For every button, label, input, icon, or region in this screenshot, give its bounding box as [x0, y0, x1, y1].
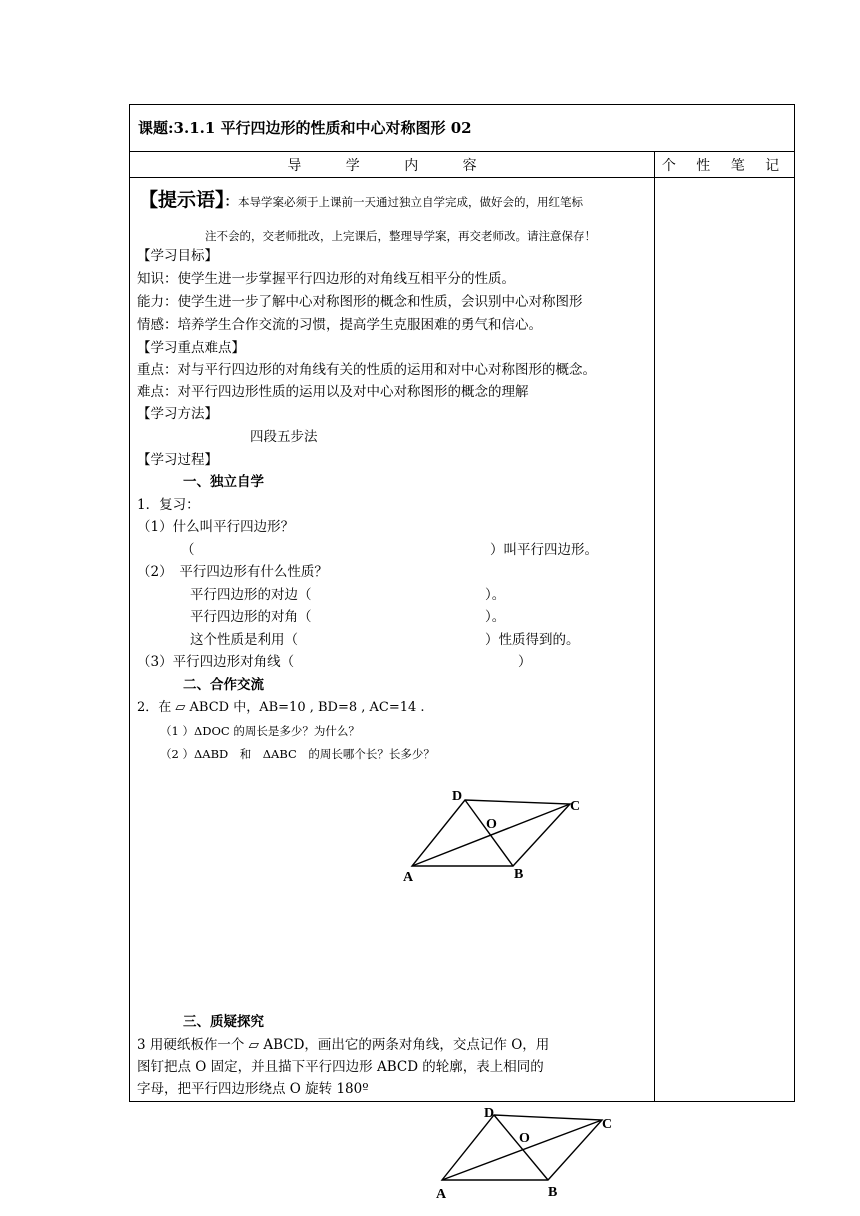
q2c-right: ）性质得到的。 [485, 632, 580, 648]
label-d: D [452, 789, 463, 804]
tip-colon: ： [224, 194, 239, 210]
label-a: A [403, 870, 414, 884]
label-c: C [570, 799, 581, 814]
question-2: （2） 平行四边形有什么性质？ [137, 564, 328, 580]
q2c-left: 这个性质是利用（ [190, 632, 298, 648]
tip-line1 [139, 191, 583, 211]
part1-heading: 一、独立自学 [183, 474, 264, 490]
label-o: O [486, 817, 497, 832]
q3-left: （3）平行四边形对角线（ [137, 654, 295, 670]
method-heading: 【学习方法】 [137, 406, 218, 422]
exercise-2: 2．在 ▱ ABCD 中，AB=10 , BD=8 , AC=14 . [137, 700, 425, 715]
label-c: C [602, 1117, 613, 1132]
tip-text-1: 本导学案必须于上课前一天通过独立自学完成，做好会的，用红笔标 [238, 195, 584, 209]
label-d: D [484, 1106, 495, 1121]
label-b: B [514, 867, 524, 882]
q1-close: ）叫平行四边形。 [490, 542, 598, 558]
goals-heading: 【学习目标】 [137, 248, 218, 264]
label-a: A [436, 1187, 447, 1202]
q2b-right: ）。 [485, 609, 506, 625]
part2-heading: 二、合作交流 [183, 677, 264, 693]
question-1: （1）什么叫平行四边形？ [137, 519, 295, 535]
exercise-3-line3: 字母，把平行四边形绕点 O 旋转 180º [137, 1081, 369, 1097]
goal-emotion: 情感：培养学生合作交流的习惯，提高学生克服困难的勇气和信心。 [137, 317, 542, 333]
q3-right: ） [518, 654, 532, 670]
q1-open: （ [181, 542, 195, 558]
parallelogram-figure-1 [400, 784, 590, 884]
content-column-header: 导 学 内 容 [287, 158, 497, 174]
keypoints-heading: 【学习重点难点】 [137, 340, 245, 356]
method-content: 四段五步法 [250, 429, 318, 445]
exercise-2-2: （2 ）ΔABD 和 ΔABC 的周长哪个长？长多少？ [160, 747, 435, 761]
exercise-3-line1: 3 用硬纸板作一个 ▱ ABCD，画出它的两条对角线，交点记作 O，用 [137, 1037, 550, 1053]
tip-label: 【提示语】 [139, 189, 225, 211]
goal-ability: 能力：使学生进一步了解中心对称图形的概念和性质，会识别中心对称图形 [137, 294, 583, 310]
q2b-left: 平行四边形的对角（ [190, 609, 312, 625]
process-heading: 【学习过程】 [137, 452, 218, 468]
exercise-3-line2: 图钉把点 O 固定，并且描下平行四边形 ABCD 的轮廓，表上相同的 [137, 1059, 544, 1075]
goal-knowledge: 知识：使学生进一步掌握平行四边形的对角线互相平分的性质。 [137, 271, 515, 287]
column-divider [654, 152, 655, 1101]
q2a-left: 平行四边形的对边（ [190, 587, 312, 603]
part3-heading: 三、质疑探究 [183, 1014, 264, 1030]
diagonal-bd [465, 800, 513, 866]
parallelogram-figure-2 [430, 1100, 630, 1212]
lesson-title: 课题:3.1.1 平行四边形的性质和中心对称图形 02 [138, 119, 472, 137]
parallelogram-outline [442, 1115, 602, 1180]
tip-text-2: 注不会的，交老师批改，上完课后，整理导学案，再交老师改。请注意保存！ [205, 229, 596, 243]
notes-column-header: 个 性 笔 记 [661, 158, 788, 174]
difficult-point: 难点：对平行四边形性质的运用以及对中心对称图形的概念的理解 [137, 384, 529, 400]
q2a-right: ）。 [485, 587, 506, 603]
label-b: B [548, 1185, 558, 1200]
review-label: 1．复习： [137, 497, 200, 513]
diagonal-bd [494, 1115, 548, 1180]
title-row [130, 105, 794, 152]
exercise-2-1: （1 ）ΔDOC 的周长是多少？为什么？ [160, 724, 360, 738]
label-o: O [519, 1131, 530, 1146]
key-point: 重点：对与平行四边形的对角线有关的性质的运用和对中心对称图形的概念。 [137, 362, 596, 378]
